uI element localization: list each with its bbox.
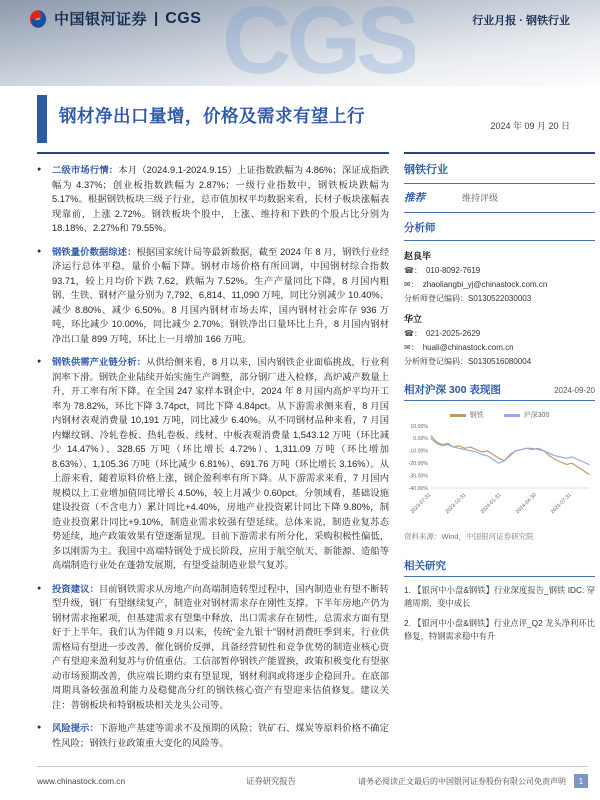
chart-as-of-date: 2024-09-20 [554, 386, 595, 395]
brand-separator: | [154, 10, 159, 27]
沪深300-series-line [431, 438, 589, 464]
section-body: 根据国家统计局等最新数据，截至 2024 年 8 月，钢铁行业经济运行总体平稳，量价小幅下降。钢材市场价格有所回调，中国钢材综合指数 93.71，较上月均价下跌 7.62，跌幅为 7.52%。生产产量同比下降，8 月国内粗钢、生铁、钢材产量分别为 7,792、6,814、11,090 万吨，同比分别减少 10.40%、减少 8.80%、减少 6.50%。8 月国内钢材市场去库，国内钢材社会库存 936 万吨，环比减少 10.00%，同比减少 2.70%。钢铁净出口量环比上升，8 月国内钢材净出口量 899 万吨，环比上一月增加 166 万吨。 [52, 246, 389, 344]
related-research-item[interactable]: 2. 【银河中小盘&钢铁】行业点评_Q2 龙头净利环比修复，特钢需求稳中有升 [404, 617, 595, 641]
cgs-watermark: CGS [222, 0, 416, 94]
brand-abbreviation: CGS [165, 9, 202, 27]
report-section [37, 245, 389, 347]
analyst-registration-code: 分析师登记编码：S0130522030003 [404, 294, 532, 303]
analyst-phone: 021-2025-2629 [425, 329, 481, 338]
rating-label: 推荐 [404, 192, 425, 204]
y-axis-tick-label: 0.00% [413, 436, 428, 443]
bullet-icon: ● [37, 358, 42, 365]
sidebar-column [404, 152, 595, 759]
phone-icon: ☎： [404, 329, 422, 338]
report-section [37, 163, 389, 236]
legend-item [450, 410, 484, 420]
section-label: 二级市场行情： [52, 165, 119, 175]
x-axis-tick-label: 2024-04-30 [514, 492, 538, 516]
relative-performance-chart [404, 422, 595, 528]
galaxy-swirl-icon [28, 9, 48, 29]
section-label: 钢铁量价数据综述： [52, 246, 137, 257]
report-type-label: 行业月报 · 钢铁行业 [472, 15, 570, 27]
section-body: 目前钢铁需求从房地产向高端制造转型过程中，国内制造业有望不断转型升级，钢厂有望继续复产，制造业对钢材需求存在刚性支撑。下半年房地产仍为钢材需求拖累项，但基建需求有望集中释放，出口需求存在韧性，总需求方面有望好于上半年。我们认为伴随 9 月以来，传统“金九银十”钢材消费旺季到来，行业供需格局有望进一步改善，催化钢价反弹，具备经营韧性和竞争优势的制造业核心资产有望迎来盈利复苏与价值重估。工信部暂停钢铁产能置换，政策积极变化有望驱动市场预期改善，供应端长期约束有望显现，钢材利润或将逐步企稳回升。在底部周期具备较强盈利能力及稳健高分红的钢铁核心资产有望迎来估值修复。建议关注：普钢板块和特钢板块相关龙头公司等。 [52, 583, 389, 710]
legend-label: 钢铁 [469, 412, 484, 419]
bullet-icon: ● [37, 724, 42, 731]
report-category-label: 证券研究报告 [246, 776, 296, 786]
y-axis-tick-label: -10.00% [408, 448, 428, 455]
analyst-card [404, 312, 595, 367]
analyst-email[interactable]: huali@chinastock.com.cn [422, 343, 514, 352]
bullet-icon: ● [37, 247, 42, 255]
chart-legend [404, 410, 595, 420]
company-website-link[interactable]: www.chinastock.com.cn [37, 776, 126, 786]
section-body: 从供给侧来看，8 月以来，国内钢铁企业面临挑战，行业利润率下滑。钢铁企业陆续开始实施生产调整，部分钢厂进入检修，高炉减产数量上升，开工率有所下降。在全国 247 家样本钢企中，2024 年 8 月国内高炉平均开工率为 78.82%，环比下降 3.74pct，同比下降 4.84pct。从下游需求侧来看，8 月国内钢材表观消费量 10,191 万吨，同比减少 6.40%。从不同钢材品种来看，7 月国内螺纹钢、冷轧卷板、热轧卷板、线材、中板表观消费量 1,543.12 万吨（环比减少 14.47%）、328.65 万吨（环比增长 4.72%）、1,311.09 万吨（环比增加 8.63%）、1,105.36 万吨（环比减少 6.81%）、691.76 万吨（环比增长 3.16%）。从上游来看，随着原料价格上涨，钢企盈利率有所下降。从下游需求来看，7 月国内规模以上工业增加值同比增长 4.50%，较上月减少 0.60pct。分领域看，基础设施建设投资（不含电力）累计同比+4.40%，房地产业投资累计同比下降 9.80%，制造业投资累计同比+9.10%，制造业需求较强有望延续。总体来说，制造业复苏态势延续，地产政策效果有望逐渐显现。目前下游需求有所分化，采购积极性偏低，多以刚需为主。我国中高端特钢处于成长阶段，应用于航空航天、新能源、造船等高端制造行业处在蓬勃发展期，有望受益制造业景气复苏。 [52, 357, 389, 570]
bullet-icon: ● [37, 166, 42, 173]
x-axis-tick-label: 2024-01-31 [479, 492, 503, 516]
bullet-list [37, 163, 389, 750]
rating-row [404, 184, 595, 213]
section-label: 投资建议： [52, 583, 99, 594]
report-body-column [37, 152, 389, 759]
mail-icon: ✉： [404, 280, 419, 289]
chart-source-note: 资料来源：Wind，中国银河证券研究院 [404, 532, 534, 541]
phone-icon: ☎： [404, 266, 422, 275]
report-section [37, 582, 389, 713]
disclaimer-notice: 请务必阅读正文最后的中国银河证券股份有限公司免责声明 [358, 776, 566, 786]
y-axis-tick-label: 10.00% [410, 423, 428, 430]
analyst-phone: 010-8092-7619 [425, 266, 481, 275]
main-content [37, 152, 595, 759]
section-body: 本月（2024.9.1-2024.9.15）上证指数跌幅为 4.86%；深证成指跌幅为 4.37%；创业板指数跌幅为 2.87%；一级行业指数中，钢铁板块跌幅为 5.17%。根据钢铁板块三级子行业，总市值加权平均数据来看，长材子板块涨幅表现靠前，上涨 2.72%。钢铁板块个股中，上涨、维持和下跌的个股占比分别为 18.18%、2.27%和 79.55%。 [52, 165, 389, 233]
bullet-icon: ● [37, 584, 42, 592]
report-title: 钢材净出口量增，价格及需求有望上行 [59, 106, 365, 126]
related-research-heading: 相关研究 [404, 558, 595, 577]
x-axis-tick-label: 2023-07-31 [409, 492, 433, 516]
industry-name: 钢铁行业 [404, 154, 595, 184]
chart-title: 相对沪深 300 表现图 [404, 384, 501, 396]
title-block [37, 95, 570, 145]
company-logo [28, 8, 201, 29]
related-research-item[interactable]: 1. 【银河中小盘&钢铁】行业深度报告_钢铁 IDC: 穿越周期，变中成长 [404, 585, 595, 608]
mail-icon: ✉： [404, 343, 419, 352]
related-research-list [404, 584, 595, 642]
y-axis-tick-label: -40.00% [408, 485, 428, 492]
legend-swatch [450, 414, 466, 417]
rating-status: 维持评级 [462, 193, 499, 203]
report-date: 2024 年 09 月 20 日 [490, 121, 570, 131]
analysts-heading: 分析师 [404, 213, 595, 241]
legend-item [504, 410, 550, 420]
chart-header [404, 382, 595, 401]
analyst-list [404, 249, 595, 367]
x-axis-tick-label: 2023-10-31 [444, 492, 468, 516]
analyst-registration-code: 分析师登记编码：S0130516080004 [404, 357, 532, 366]
section-body: 下游地产基建等需求不及预期的风险；铁矿石、煤炭等原料价格不确定性风险；钢铁行业政策重大变化的风险等。 [52, 723, 389, 748]
analyst-card [404, 249, 595, 304]
title-accent-bar [37, 95, 47, 143]
analyst-name: 华立 [404, 314, 423, 324]
analyst-name: 赵良毕 [404, 251, 432, 261]
report-section [37, 355, 389, 573]
y-axis-tick-label: -30.00% [408, 473, 428, 480]
section-label: 钢铁供需产业链分析： [52, 357, 147, 367]
legend-swatch [504, 414, 520, 417]
page-footer [37, 766, 588, 788]
x-axis-tick-label: 2024-07-31 [549, 492, 573, 516]
brand-name: 中国银河证券 [54, 11, 148, 28]
page-number-badge: 1 [574, 774, 588, 788]
y-axis-tick-label: -20.00% [408, 461, 428, 467]
legend-label: 沪深300 [523, 412, 550, 419]
section-label: 风险提示： [52, 723, 99, 733]
analyst-email[interactable]: zhaoliangbi_yj@chinastock.com.cn [422, 280, 548, 289]
report-section [37, 721, 389, 750]
